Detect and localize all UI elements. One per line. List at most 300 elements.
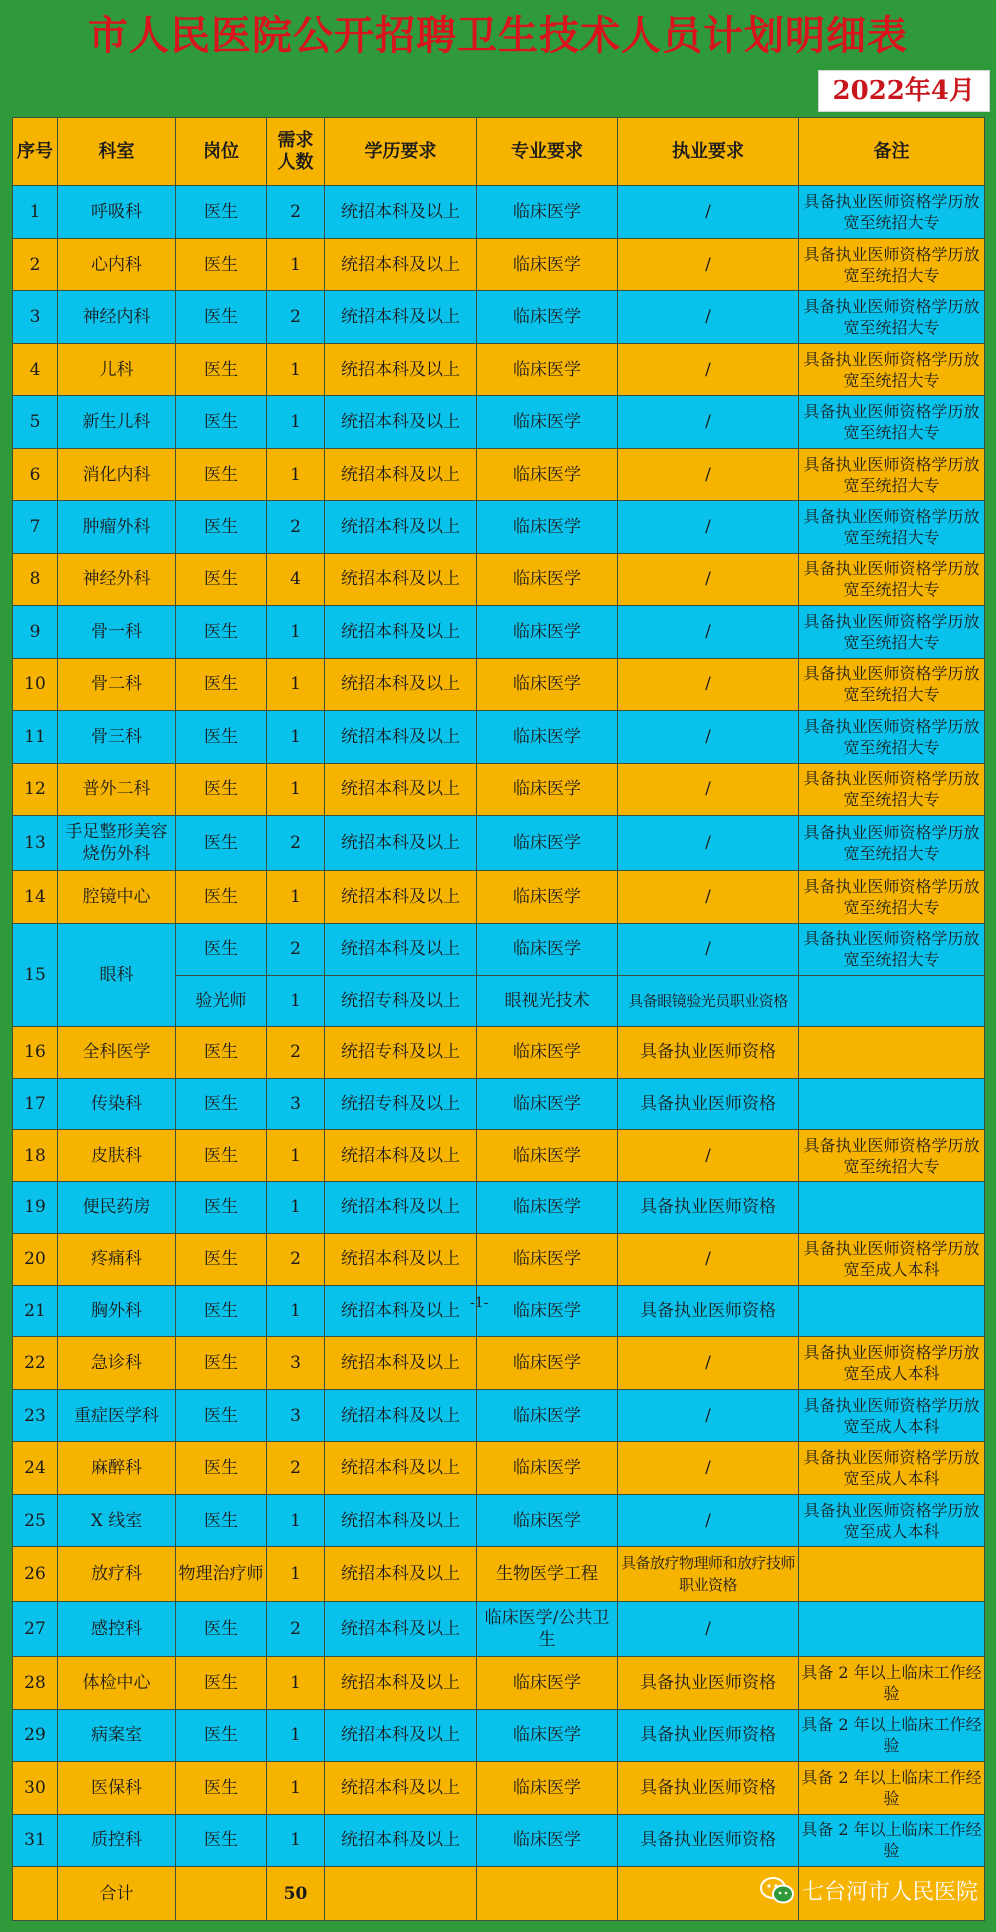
table-row (13, 1814, 985, 1866)
date-label: 2022年4月 (818, 70, 990, 112)
cell-post: 医生 (176, 1814, 267, 1866)
cell-dept: 腔镜中心 (58, 871, 176, 923)
cell-note: 具备执业医师资格学历放宽至统招大专 (799, 1129, 985, 1181)
cell-license: / (618, 343, 799, 395)
cell-dept: 消化内科 (58, 448, 176, 500)
cell-edu: 统招本科及以上 (325, 1494, 477, 1546)
cell-edu: 统招本科及以上 (325, 816, 477, 871)
cell-note (799, 1286, 985, 1337)
cell-dept: 骨三科 (58, 711, 176, 763)
cell-post: 医生 (176, 1078, 267, 1129)
watermark-text: 七台河市人民医院 (801, 1880, 978, 1905)
cell-dept: 病案室 (58, 1709, 176, 1761)
cell-major: 临床医学 (477, 1494, 618, 1546)
header-note: 备注 (799, 118, 985, 186)
header-edu: 学历要求 (325, 118, 477, 186)
cell-edu: 统招本科及以上 (325, 1814, 477, 1866)
cell-note: 具备执业医师资格学历放宽至统招大专 (799, 238, 985, 290)
cell-dept: 肿瘤外科 (58, 501, 176, 553)
cell-dept: 体检中心 (58, 1657, 176, 1709)
cell-edu: 统招本科及以上 (325, 501, 477, 553)
cell-edu: 统招本科及以上 (325, 1286, 477, 1337)
table-row (13, 553, 985, 605)
cell-post: 医生 (176, 1027, 267, 1078)
cell-license: / (618, 1337, 799, 1389)
cell-edu: 统招专科及以上 (325, 1078, 477, 1129)
cell-license: / (618, 1129, 799, 1181)
cell-note: 具备执业医师资格学历放宽至成人本科 (799, 1442, 985, 1494)
cell-note (799, 1182, 985, 1233)
cell-note: 具备执业医师资格学历放宽至统招大专 (799, 871, 985, 923)
cell-license: 具备执业医师资格 (618, 1814, 799, 1866)
cell-note: 具备执业医师资格学历放宽至统招大专 (799, 658, 985, 710)
cell-note: 具备执业医师资格学历放宽至统招大专 (799, 553, 985, 605)
cell-num: 1 (267, 1129, 325, 1181)
cell-post: 医生 (176, 1286, 267, 1337)
table-row (13, 186, 985, 238)
cell-note: 具备执业医师资格学历放宽至成人本科 (799, 1389, 985, 1441)
cell-dept: 呼吸科 (58, 186, 176, 238)
cell-note: 具备执业医师资格学历放宽至统招大专 (799, 448, 985, 500)
cell-major: 临床医学 (477, 343, 618, 395)
cell-dept: 胸外科 (58, 1286, 176, 1337)
cell-edu: 统招专科及以上 (325, 976, 477, 1027)
cell-no: 7 (13, 501, 58, 553)
cell-note: 具备执业医师资格学历放宽至统招大专 (799, 923, 985, 975)
cell-note: 具备执业医师资格学历放宽至统招大专 (799, 606, 985, 658)
cell-note: 具备执业医师资格学历放宽至统招大专 (799, 186, 985, 238)
cell-no: 2 (13, 238, 58, 290)
recruitment-table-wrapper (12, 117, 984, 1921)
cell-num: 2 (267, 291, 325, 343)
cell-post: 验光师 (176, 976, 267, 1027)
cell-num: 1 (267, 1182, 325, 1233)
cell-edu: 统招本科及以上 (325, 1709, 477, 1761)
cell-post: 医生 (176, 291, 267, 343)
page-title: 市人民医院公开招聘卫生技术人员计划明细表 (88, 12, 908, 59)
cell-major: 临床医学 (477, 711, 618, 763)
cell-num: 1 (267, 1547, 325, 1602)
cell-post: 医生 (176, 763, 267, 815)
cell-license: 具备执业医师资格 (618, 1286, 799, 1337)
cell-edu: 统招本科及以上 (325, 606, 477, 658)
cell-dept: 传染科 (58, 1078, 176, 1129)
cell-license: / (618, 396, 799, 448)
cell-dept: 麻醉科 (58, 1442, 176, 1494)
cell-license: / (618, 1389, 799, 1441)
cell-num: 1 (267, 871, 325, 923)
cell-edu: 统招本科及以上 (325, 343, 477, 395)
cell-no: 15 (13, 923, 58, 1027)
cell-num: 1 (267, 1814, 325, 1866)
cell-num: 2 (267, 816, 325, 871)
cell-no: 29 (13, 1709, 58, 1761)
cell-dept: 全科医学 (58, 1027, 176, 1078)
cell-dept: 眼科 (58, 923, 176, 1027)
wechat-icon (760, 1877, 794, 1905)
table-row (13, 1129, 985, 1181)
cell-edu: 统招本科及以上 (325, 763, 477, 815)
cell-no: 20 (13, 1233, 58, 1285)
cell-edu: 统招本科及以上 (325, 711, 477, 763)
cell-no: 22 (13, 1337, 58, 1389)
cell-license: 具备执业医师资格 (618, 1657, 799, 1709)
cell-edu: 统招本科及以上 (325, 396, 477, 448)
cell-major: 临床医学 (477, 658, 618, 710)
cell-num: 3 (267, 1337, 325, 1389)
cell-note: 具备执业医师资格学历放宽至统招大专 (799, 816, 985, 871)
table-row (13, 396, 985, 448)
cell-no: 19 (13, 1182, 58, 1233)
cell-license: 具备执业医师资格 (618, 1709, 799, 1761)
cell-note: 具备执业医师资格学历放宽至统招大专 (799, 501, 985, 553)
total-blank (477, 1867, 618, 1921)
table-row (13, 1389, 985, 1441)
cell-dept: 心内科 (58, 238, 176, 290)
cell-edu: 统招本科及以上 (325, 1233, 477, 1285)
cell-no: 9 (13, 606, 58, 658)
cell-post: 医生 (176, 1182, 267, 1233)
table-row (13, 1233, 985, 1285)
cell-no: 31 (13, 1814, 58, 1866)
table-row (13, 1709, 985, 1761)
cell-license: / (618, 1602, 799, 1657)
cell-dept: 质控科 (58, 1814, 176, 1866)
cell-num: 2 (267, 186, 325, 238)
cell-post: 医生 (176, 1233, 267, 1285)
cell-license: / (618, 291, 799, 343)
cell-edu: 统招本科及以上 (325, 1337, 477, 1389)
table-row (13, 343, 985, 395)
cell-major: 临床医学 (477, 501, 618, 553)
cell-dept: 儿科 (58, 343, 176, 395)
cell-license: / (618, 711, 799, 763)
cell-no: 18 (13, 1129, 58, 1181)
cell-license: / (618, 658, 799, 710)
cell-no: 1 (13, 186, 58, 238)
table-row (13, 658, 985, 710)
table-row (13, 1494, 985, 1546)
cell-no: 28 (13, 1657, 58, 1709)
cell-no: 21 (13, 1286, 58, 1337)
cell-edu: 统招本科及以上 (325, 1442, 477, 1494)
cell-post: 医生 (176, 1389, 267, 1441)
cell-post: 医生 (176, 658, 267, 710)
cell-note (799, 1547, 985, 1602)
cell-license: / (618, 1494, 799, 1546)
cell-post: 医生 (176, 501, 267, 553)
cell-major: 临床医学 (477, 238, 618, 290)
cell-post: 物理治疗师 (176, 1547, 267, 1602)
cell-post: 医生 (176, 343, 267, 395)
cell-post: 医生 (176, 238, 267, 290)
cell-no: 24 (13, 1442, 58, 1494)
cell-major: 临床医学 (477, 396, 618, 448)
cell-post: 医生 (176, 923, 267, 975)
cell-post: 医生 (176, 871, 267, 923)
cell-dept: 手足整形美容烧伤外科 (58, 816, 176, 871)
table-row (13, 501, 985, 553)
table-row (13, 816, 985, 871)
cell-num: 3 (267, 1078, 325, 1129)
total-blank (325, 1867, 477, 1921)
cell-num: 1 (267, 1762, 325, 1814)
cell-post: 医生 (176, 1442, 267, 1494)
cell-edu: 统招本科及以上 (325, 1762, 477, 1814)
cell-license: 具备眼镜验光员职业资格 (618, 976, 799, 1027)
table-row (13, 1337, 985, 1389)
cell-edu: 统招本科及以上 (325, 1547, 477, 1602)
cell-major: 临床医学 (477, 186, 618, 238)
cell-edu: 统招本科及以上 (325, 658, 477, 710)
cell-num: 1 (267, 976, 325, 1027)
cell-license: 具备执业医师资格 (618, 1182, 799, 1233)
cell-major: 临床医学 (477, 1709, 618, 1761)
cell-no: 14 (13, 871, 58, 923)
cell-no: 6 (13, 448, 58, 500)
cell-major: 临床医学 (477, 1442, 618, 1494)
cell-major: 临床医学 (477, 553, 618, 605)
cell-post: 医生 (176, 1709, 267, 1761)
cell-major: 临床医学 (477, 763, 618, 815)
cell-num: 1 (267, 763, 325, 815)
table-row (13, 1182, 985, 1233)
cell-dept: 皮肤科 (58, 1129, 176, 1181)
cell-license: / (618, 501, 799, 553)
cell-num: 2 (267, 1442, 325, 1494)
cell-note: 具备执业医师资格学历放宽至成人本科 (799, 1233, 985, 1285)
total-blank (13, 1867, 58, 1921)
cell-license: / (618, 763, 799, 815)
cell-dept: 神经外科 (58, 553, 176, 605)
cell-dept: 新生儿科 (58, 396, 176, 448)
cell-license: / (618, 871, 799, 923)
cell-post: 医生 (176, 606, 267, 658)
cell-license: / (618, 186, 799, 238)
cell-edu: 统招本科及以上 (325, 238, 477, 290)
page-number: -1- (470, 1295, 489, 1311)
cell-note: 具备执业医师资格学历放宽至统招大专 (799, 291, 985, 343)
cell-edu: 统招本科及以上 (325, 923, 477, 975)
header-row (13, 118, 985, 186)
cell-license: 具备放疗物理师和放疗技师职业资格 (618, 1547, 799, 1602)
header-post: 岗位 (176, 118, 267, 186)
cell-license: / (618, 448, 799, 500)
cell-dept: X 线室 (58, 1494, 176, 1546)
cell-num: 1 (267, 1657, 325, 1709)
cell-dept: 急诊科 (58, 1337, 176, 1389)
header-dept: 科室 (58, 118, 176, 186)
cell-no: 16 (13, 1027, 58, 1078)
cell-note (799, 976, 985, 1027)
cell-major: 临床医学 (477, 1389, 618, 1441)
cell-note: 具备执业医师资格学历放宽至成人本科 (799, 1494, 985, 1546)
cell-note (799, 1027, 985, 1078)
cell-dept: 便民药房 (58, 1182, 176, 1233)
cell-license: / (618, 923, 799, 975)
cell-license: / (618, 606, 799, 658)
cell-license: 具备执业医师资格 (618, 1078, 799, 1129)
cell-note: 具备 2 年以上临床工作经验 (799, 1762, 985, 1814)
cell-major: 临床医学 (477, 1337, 618, 1389)
cell-post: 医生 (176, 1762, 267, 1814)
cell-post: 医生 (176, 1657, 267, 1709)
cell-edu: 统招本科及以上 (325, 448, 477, 500)
cell-no: 27 (13, 1602, 58, 1657)
cell-note (799, 1078, 985, 1129)
cell-major: 临床医学 (477, 291, 618, 343)
cell-dept: 放疗科 (58, 1547, 176, 1602)
cell-major: 临床医学 (477, 448, 618, 500)
header-no: 序号 (13, 118, 58, 186)
cell-major: 临床医学 (477, 1027, 618, 1078)
cell-num: 2 (267, 1233, 325, 1285)
table-row (13, 763, 985, 815)
cell-note: 具备 2 年以上临床工作经验 (799, 1709, 985, 1761)
header-num: 需求人数 (267, 118, 325, 186)
cell-license: / (618, 816, 799, 871)
table-row (13, 923, 985, 975)
table-row (13, 291, 985, 343)
cell-no: 8 (13, 553, 58, 605)
cell-edu: 统招本科及以上 (325, 1182, 477, 1233)
table-row (13, 448, 985, 500)
cell-edu: 统招本科及以上 (325, 1129, 477, 1181)
cell-dept: 骨一科 (58, 606, 176, 658)
cell-edu: 统招本科及以上 (325, 186, 477, 238)
cell-num: 1 (267, 396, 325, 448)
cell-num: 2 (267, 1027, 325, 1078)
cell-no: 11 (13, 711, 58, 763)
cell-major: 临床医学 (477, 923, 618, 975)
cell-no: 17 (13, 1078, 58, 1129)
cell-major: 临床医学 (477, 1762, 618, 1814)
cell-post: 医生 (176, 1494, 267, 1546)
cell-note: 具备执业医师资格学历放宽至成人本科 (799, 1337, 985, 1389)
table-row (13, 1762, 985, 1814)
cell-dept: 疼痛科 (58, 1233, 176, 1285)
cell-note: 具备 2 年以上临床工作经验 (799, 1657, 985, 1709)
cell-license: 具备执业医师资格 (618, 1027, 799, 1078)
cell-note: 具备执业医师资格学历放宽至统招大专 (799, 763, 985, 815)
cell-num: 1 (267, 606, 325, 658)
cell-note: 具备 2 年以上临床工作经验 (799, 1814, 985, 1866)
cell-dept: 骨二科 (58, 658, 176, 710)
table-row (13, 1078, 985, 1129)
cell-edu: 统招专科及以上 (325, 1027, 477, 1078)
cell-num: 1 (267, 711, 325, 763)
table-row (13, 606, 985, 658)
cell-major: 临床医学 (477, 606, 618, 658)
cell-dept: 神经内科 (58, 291, 176, 343)
cell-major: 生物医学工程 (477, 1547, 618, 1602)
total-label: 合计 (58, 1867, 176, 1921)
cell-num: 2 (267, 1602, 325, 1657)
recruitment-table (12, 117, 985, 1921)
cell-note (799, 1602, 985, 1657)
cell-no: 12 (13, 763, 58, 815)
cell-num: 4 (267, 553, 325, 605)
table-row (13, 1602, 985, 1657)
cell-major: 临床医学 (477, 1078, 618, 1129)
cell-num: 1 (267, 238, 325, 290)
cell-note: 具备执业医师资格学历放宽至统招大专 (799, 711, 985, 763)
cell-major: 临床医学 (477, 1182, 618, 1233)
cell-post: 医生 (176, 1602, 267, 1657)
total-num: 50 (267, 1867, 325, 1921)
table-row (13, 1027, 985, 1078)
cell-no: 13 (13, 816, 58, 871)
cell-num: 1 (267, 343, 325, 395)
cell-dept: 重症医学科 (58, 1389, 176, 1441)
cell-license: 具备执业医师资格 (618, 1762, 799, 1814)
cell-major: 临床医学 (477, 871, 618, 923)
cell-post: 医生 (176, 816, 267, 871)
table-row (13, 871, 985, 923)
watermark (760, 1875, 978, 1906)
cell-num: 2 (267, 923, 325, 975)
cell-num: 1 (267, 1286, 325, 1337)
cell-post: 医生 (176, 448, 267, 500)
table-row (13, 711, 985, 763)
cell-post: 医生 (176, 711, 267, 763)
cell-major: 临床医学 (477, 1657, 618, 1709)
cell-major: 临床医学 (477, 816, 618, 871)
cell-num: 1 (267, 658, 325, 710)
cell-num: 1 (267, 448, 325, 500)
cell-note: 具备执业医师资格学历放宽至统招大专 (799, 343, 985, 395)
cell-license: / (618, 553, 799, 605)
cell-edu: 统招本科及以上 (325, 553, 477, 605)
cell-num: 2 (267, 501, 325, 553)
cell-edu: 统招本科及以上 (325, 871, 477, 923)
cell-dept: 普外二科 (58, 763, 176, 815)
table-row (13, 238, 985, 290)
cell-note: 具备执业医师资格学历放宽至统招大专 (799, 396, 985, 448)
cell-post: 医生 (176, 1337, 267, 1389)
total-blank (176, 1867, 267, 1921)
cell-post: 医生 (176, 396, 267, 448)
cell-no: 26 (13, 1547, 58, 1602)
table-row (13, 1657, 985, 1709)
cell-edu: 统招本科及以上 (325, 1602, 477, 1657)
cell-license: / (618, 1233, 799, 1285)
cell-edu: 统招本科及以上 (325, 291, 477, 343)
header-major: 专业要求 (477, 118, 618, 186)
cell-post: 医生 (176, 1129, 267, 1181)
cell-no: 4 (13, 343, 58, 395)
table-row (13, 1286, 985, 1337)
cell-license: / (618, 238, 799, 290)
cell-edu: 统招本科及以上 (325, 1389, 477, 1441)
cell-major: 眼视光技术 (477, 976, 618, 1027)
cell-no: 25 (13, 1494, 58, 1546)
cell-edu: 统招本科及以上 (325, 1657, 477, 1709)
cell-no: 3 (13, 291, 58, 343)
cell-major: 临床医学 (477, 1814, 618, 1866)
cell-dept: 感控科 (58, 1602, 176, 1657)
cell-major: 临床医学 (477, 1233, 618, 1285)
cell-license: / (618, 1442, 799, 1494)
cell-no: 23 (13, 1389, 58, 1441)
table-row (13, 1547, 985, 1602)
cell-num: 1 (267, 1709, 325, 1761)
cell-dept: 医保科 (58, 1762, 176, 1814)
cell-post: 医生 (176, 553, 267, 605)
cell-num: 1 (267, 1494, 325, 1546)
cell-no: 10 (13, 658, 58, 710)
cell-major: 临床医学 (477, 1286, 618, 1337)
